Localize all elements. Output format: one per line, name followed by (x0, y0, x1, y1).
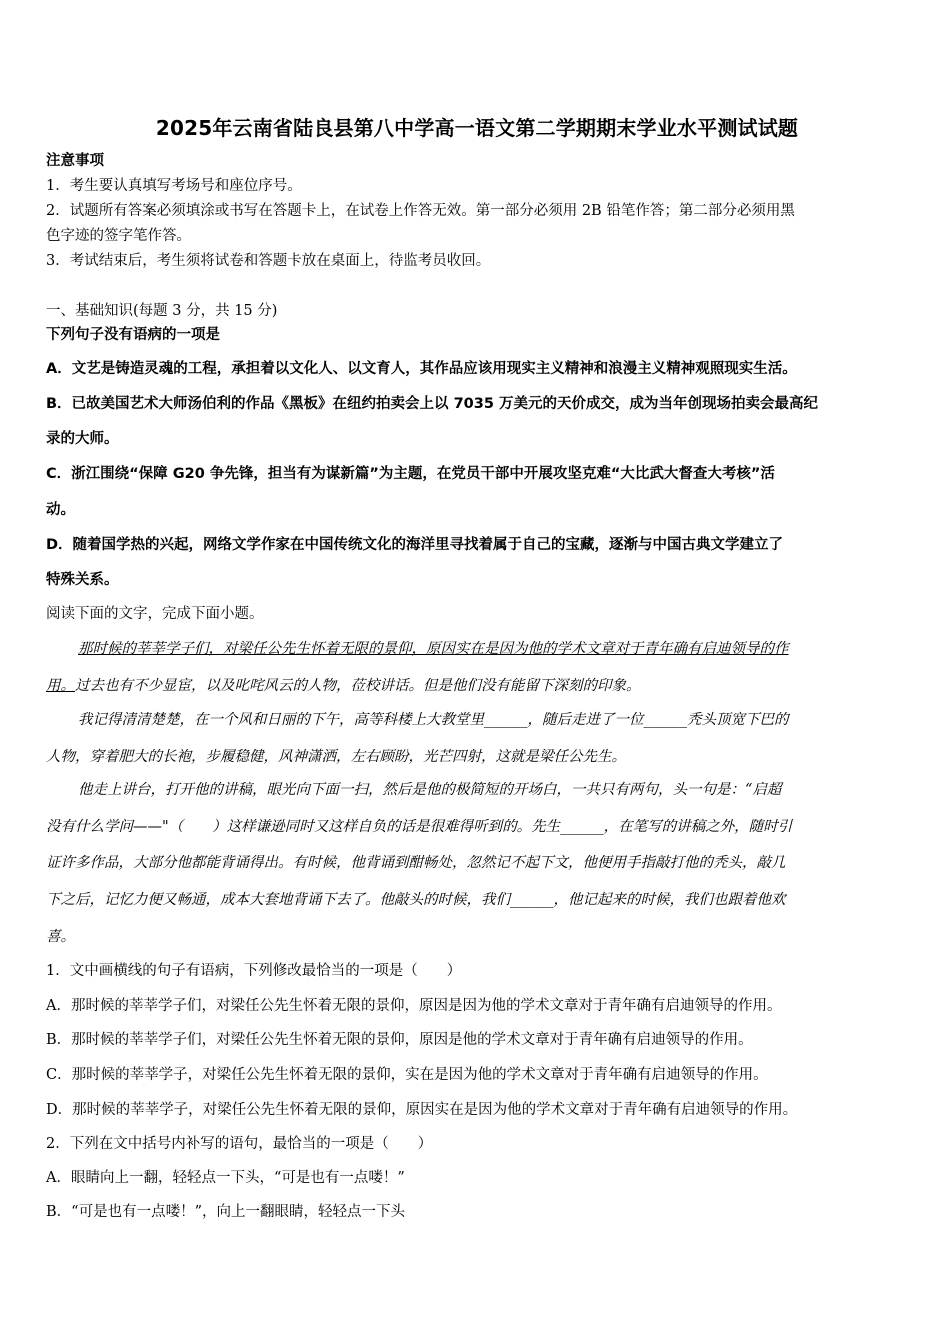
option-b: B．已故美国艺术大师汤伯利的作品《黑板》在纽约拍卖会上以 7035 万美元的天价成交，成为当年创现场拍卖会最高纪 (46, 396, 819, 412)
question-2-stem: 2．下列在文中括号内补写的语句，最恰当的一项是（ ） (46, 1136, 433, 1152)
option-c: C．浙江围绕“保障 G20 争先锋，担当有为谋新篇”为主题，在党员干部中开展攻坚克难“大比武大督查大考核”活 (46, 466, 775, 482)
passage-line: 没有什么学问——"（ ）这样谦逊同时又这样自负的话是很难得听到的。先生______，在笔写的讲稿之外，随时引 (46, 819, 793, 835)
option-d: D．随着国学热的兴起，网络文学作家在中国传统文化的海洋里寻找着属于自己的宝藏，逐渐与中国古典文学建立了 (46, 537, 784, 553)
passage-line: 他走上讲台，打开他的讲稿，眼光向下面一扫，然后是他的极简短的开场白，一共只有两句，头一句是：“启超 (78, 782, 782, 798)
passage-line (46, 675, 908, 697)
notice-heading: 注意事项 (46, 153, 104, 169)
notice-item: 3．考试结束后，考生须将试卷和答题卡放在桌面上，待监考员收回。 (46, 253, 491, 269)
notice-item: 色字迹的签字笔作答。 (46, 228, 191, 244)
question-2-option-a: A．眼睛向上一翻，轻轻点一下头，“可是也有一点喽！” (46, 1170, 405, 1186)
option-c-cont: 动。 (46, 502, 75, 518)
question-1-option-b: B．那时候的莘莘学子们，对梁任公先生怀着无限的景仰，原因是他的学术文章对于青年确有启迪领导的作用。 (46, 1032, 753, 1048)
passage-line: 我记得清清楚楚，在一个风和日丽的下午，高等科楼上大教堂里______，随后走进了一位______秃头顶宽下巴的 (78, 712, 789, 728)
option-b-cont: 录的大师。 (46, 431, 119, 447)
question-1-option-c: C．那时候的莘莘学子，对梁任公先生怀着无限的景仰，实在是因为他的学术文章对于青年确有启迪领导的作用。 (46, 1067, 768, 1083)
underlined-sentence: 那时候的莘莘学子们，对梁任公先生怀着无限的景仰，原因实在是因为他的学术文章对于青年确有启迪领导的作 (78, 641, 789, 657)
option-a: A．文艺是铸造灵魂的工程，承担着以文化人、以文育人，其作品应该用现实主义精神和浪漫主义精神观照现实生活。 (46, 361, 797, 377)
passage-line: 证许多作品，大部分他都能背诵得出。有时候，他背诵到酣畅处，忽然记不起下文，他便用手指敲打他的秃头，敲几 (46, 855, 786, 871)
underlined-sentence-end: 用。 (46, 678, 75, 694)
option-d-cont: 特殊关系。 (46, 572, 119, 588)
question-stem: 下列句子没有语病的一项是 (46, 327, 220, 343)
section-heading: 一、基础知识(每题 3 分，共 15 分) (46, 303, 278, 319)
question-1-option-d: D．那时候的莘莘学子，对梁任公先生怀着无限的景仰，原因实在是因为他的学术文章对于青年确有启迪领导的作用。 (46, 1102, 798, 1118)
passage-text: 过去也有不少显宦，以及叱咤风云的人物，莅校讲话。但是他们没有能留下深刻的印象。 (75, 678, 641, 694)
question-2-option-b: B．“可是也有一点喽！”，向上一翻眼睛，轻轻点一下头 (46, 1204, 405, 1220)
passage-line: 下之后，记忆力便又畅通，成本大套地背诵下去了。他敲头的时候，我们______，他记起来的时候，我们也跟着他欢 (46, 892, 786, 908)
reading-intro: 阅读下面的文字，完成下面小题。 (46, 606, 264, 622)
page-title: 2025年云南省陆良县第八中学高一语文第二学期期末学业水平测试试题 (155, 116, 799, 140)
passage-line: 喜。 (46, 929, 75, 945)
question-1-stem: 1．文中画横线的句子有语病，下列修改最恰当的一项是（ ） (46, 963, 462, 979)
question-1-option-a: A．那时候的莘莘学子们，对梁任公先生怀着无限的景仰，原因是因为他的学术文章对于青年确有启迪领导的作用。 (46, 998, 782, 1014)
passage-line: 人物，穿着肥大的长袍，步履稳健，风神潇洒，左右顾盼，光芒四射，这就是梁任公先生。 (46, 749, 626, 765)
notice-item: 2．试题所有答案必须填涂或书写在答题卡上，在试卷上作答无效。第一部分必须用 2B 铅笔作答；第二部分必须用黑 (46, 203, 795, 219)
notice-item: 1．考生要认真填写考场号和座位序号。 (46, 178, 302, 194)
